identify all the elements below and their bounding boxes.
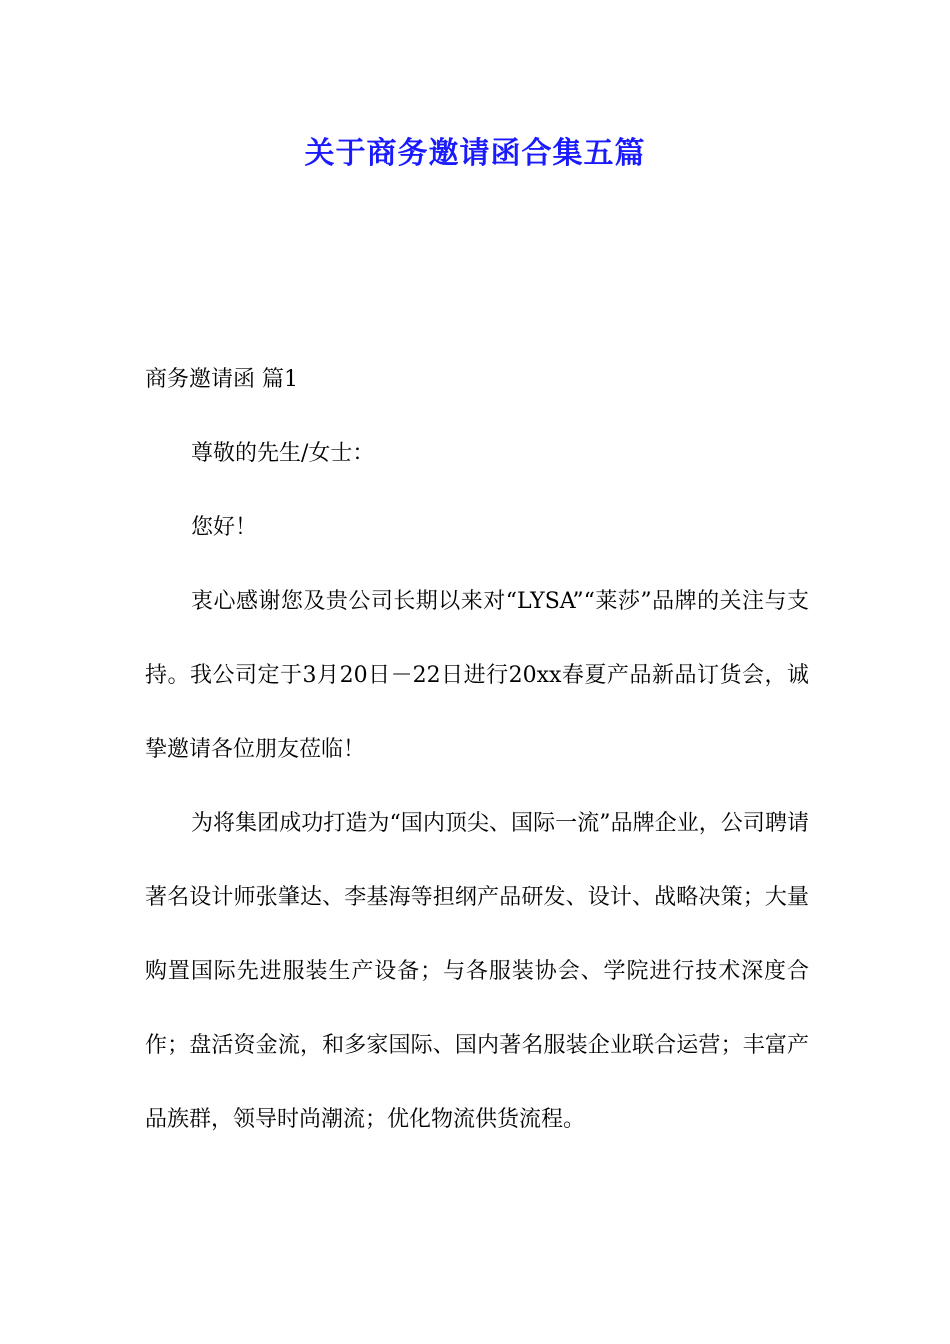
section-heading: 商务邀请函 篇1 [145, 367, 298, 392]
greeting: 您好！ [191, 515, 258, 540]
body-paragraph-thanks: 衷心感谢您及贵公司长期以来对“LYSA”“莱莎”品牌的关注与支持。我公司定于3月20日－22日进行20xx春夏产品新品订货会，诚挚邀请各位朋友莅临！ [145, 589, 809, 762]
body-paragraph-company: 为将集团成功打造为“国内顶尖、国际一流”品牌企业，公司聘请著名设计师张肇达、李基海等担纲产品研发、设计、战略决策；大量购置国际先进服装生产设备；与各服装协会、学院进行技术深度合作；盘活资金流，和多家国际、国内著名服装企业联合运营；丰富产品族群，领导时尚潮流；优化物流供货流程。 [145, 811, 809, 1132]
document-title: 关于商务邀请函合集五篇 [304, 136, 646, 171]
salutation: 尊敬的先生/女士： [191, 441, 375, 466]
document-body [145, 343, 809, 1157]
